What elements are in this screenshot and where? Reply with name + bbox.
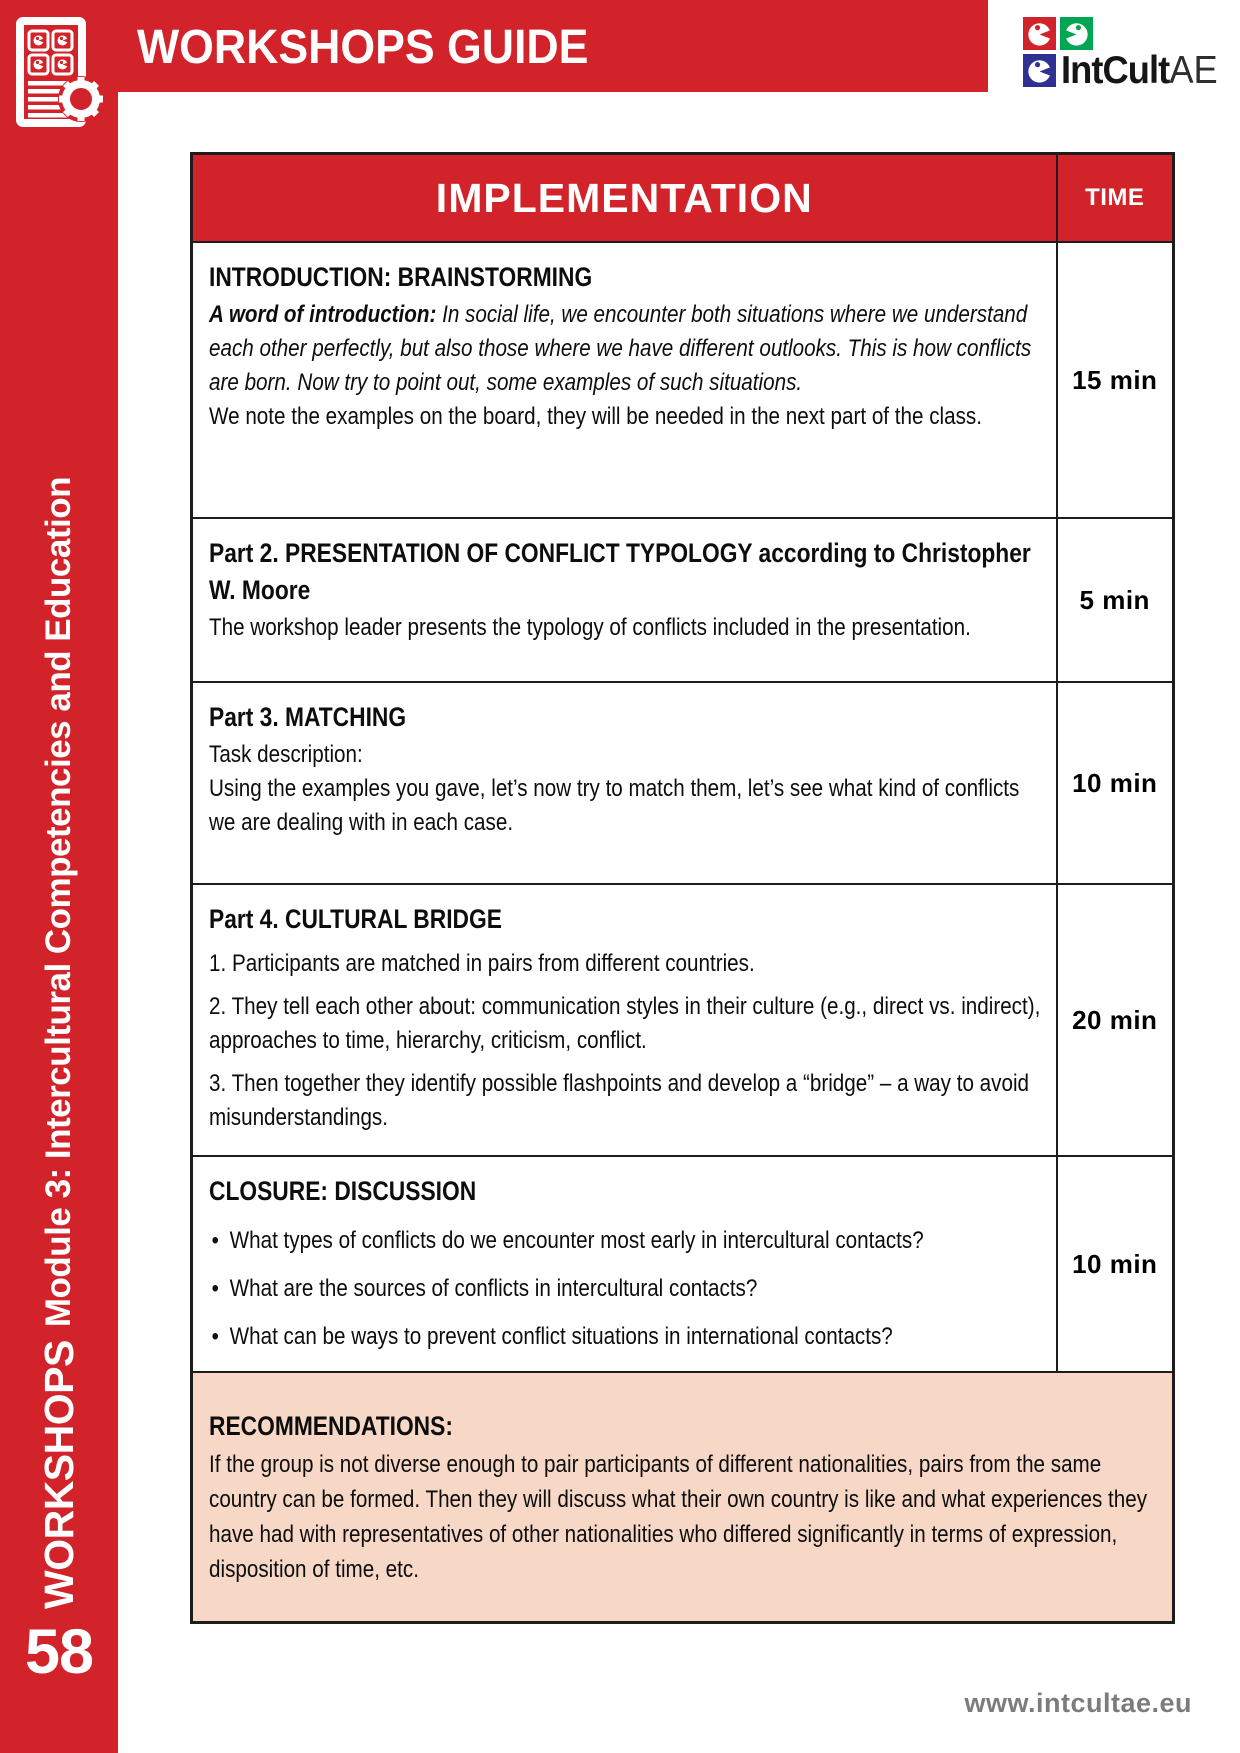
row-heading: Part 2. PRESENTATION OF CONFLICT TYPOLOGY according to Christopher W. Moore — [209, 538, 1031, 605]
logo-blue-face-icon — [1023, 54, 1056, 87]
website-url: www.intcultae.eu — [964, 1688, 1192, 1718]
bullet-item: • What can be ways to prevent conflict situations in international contacts? — [209, 1320, 1043, 1354]
recommendations-heading: RECOMMENDATIONS: — [209, 1411, 453, 1441]
row-body: The workshop leader presents the typology of conflicts included in the presentation. — [209, 614, 971, 641]
logo-wordmark — [1061, 49, 1218, 92]
step-item: 2. They tell each other about: communication styles in their culture (e.g., direct vs. indirect), approaches to time, hierarchy, criticism, conflict. — [209, 993, 1041, 1054]
time-value: 15 min — [1057, 242, 1174, 518]
sidebar-vertical-title — [36, 249, 82, 1609]
table-row — [192, 242, 1174, 518]
workshops-document-gear-icon — [13, 15, 105, 134]
implementation-table — [190, 152, 1175, 1624]
step-item: 1. Participants are matched in pairs from different countries. — [209, 950, 755, 977]
step-item: 3. Then together they identify possible flashpoints and develop a “bridge” – a way to avoid misunderstandings. — [209, 1070, 1030, 1131]
logo-green-face-icon — [1060, 17, 1093, 50]
page-title: WORKSHOPS GUIDE — [137, 20, 589, 74]
row-heading: INTRODUCTION: BRAINSTORMING — [209, 262, 593, 292]
logo-red-face-icon — [1023, 17, 1056, 50]
time-header: TIME — [1057, 154, 1174, 243]
recommendations-body: If the group is not diverse enough to pair participants of different nationalities, pairs from the same country can be formed. Then they will discuss what their own country is like and what experiences they have had with representatives of other nationalities who differed significantly in terms of expression, disposition of time, etc. — [209, 1451, 1148, 1583]
table-row — [192, 518, 1174, 682]
intcultae-logo — [1023, 17, 1233, 92]
intro-lead: A word of introduction: — [209, 301, 437, 328]
recommendations-row — [192, 1372, 1174, 1623]
page-number: 58 — [24, 1617, 94, 1687]
bullet-item: • What types of conflicts do we encounter most early in intercultural contacts? — [209, 1224, 1043, 1258]
sidebar-title-workshops: WORKSHOPS — [35, 1340, 82, 1609]
intro-text: In social life, we encounter both situations where we understand each other perfectly, but also those where we have different outlooks. This is how conflicts are born. Now try to point out, some examples of such situations. — [209, 301, 1032, 396]
time-value: 10 min — [1057, 1156, 1174, 1372]
time-value: 10 min — [1057, 682, 1174, 884]
row-heading: CLOSURE: DISCUSSION — [209, 1176, 477, 1206]
row-heading: Part 4. CULTURAL BRIDGE — [209, 904, 502, 934]
logo-text-ae: AE — [1169, 49, 1218, 92]
logo-text-intcult: IntCult — [1061, 49, 1170, 92]
sidebar-title-module: Module 3: Intercultural Competencies and Education — [39, 477, 78, 1328]
row-heading: Part 3. MATCHING — [209, 702, 407, 732]
row-note: We note the examples on the board, they will be needed in the next part of the class. — [209, 403, 982, 430]
time-value: 20 min — [1057, 884, 1174, 1156]
table-header-row — [192, 154, 1174, 243]
table-row — [192, 884, 1174, 1156]
bullet-item: • What are the sources of conflicts in intercultural contacts? — [209, 1272, 1043, 1306]
table-row — [192, 1156, 1174, 1372]
implementation-header: IMPLEMENTATION — [192, 154, 1057, 243]
table-row — [192, 682, 1174, 884]
task-description-label: Task description: — [209, 741, 363, 768]
row-body: Using the examples you gave, let’s now try to match them, let’s see what kind of conflicts we are dealing with in each case. — [209, 775, 1020, 836]
time-value: 5 min — [1057, 518, 1174, 682]
